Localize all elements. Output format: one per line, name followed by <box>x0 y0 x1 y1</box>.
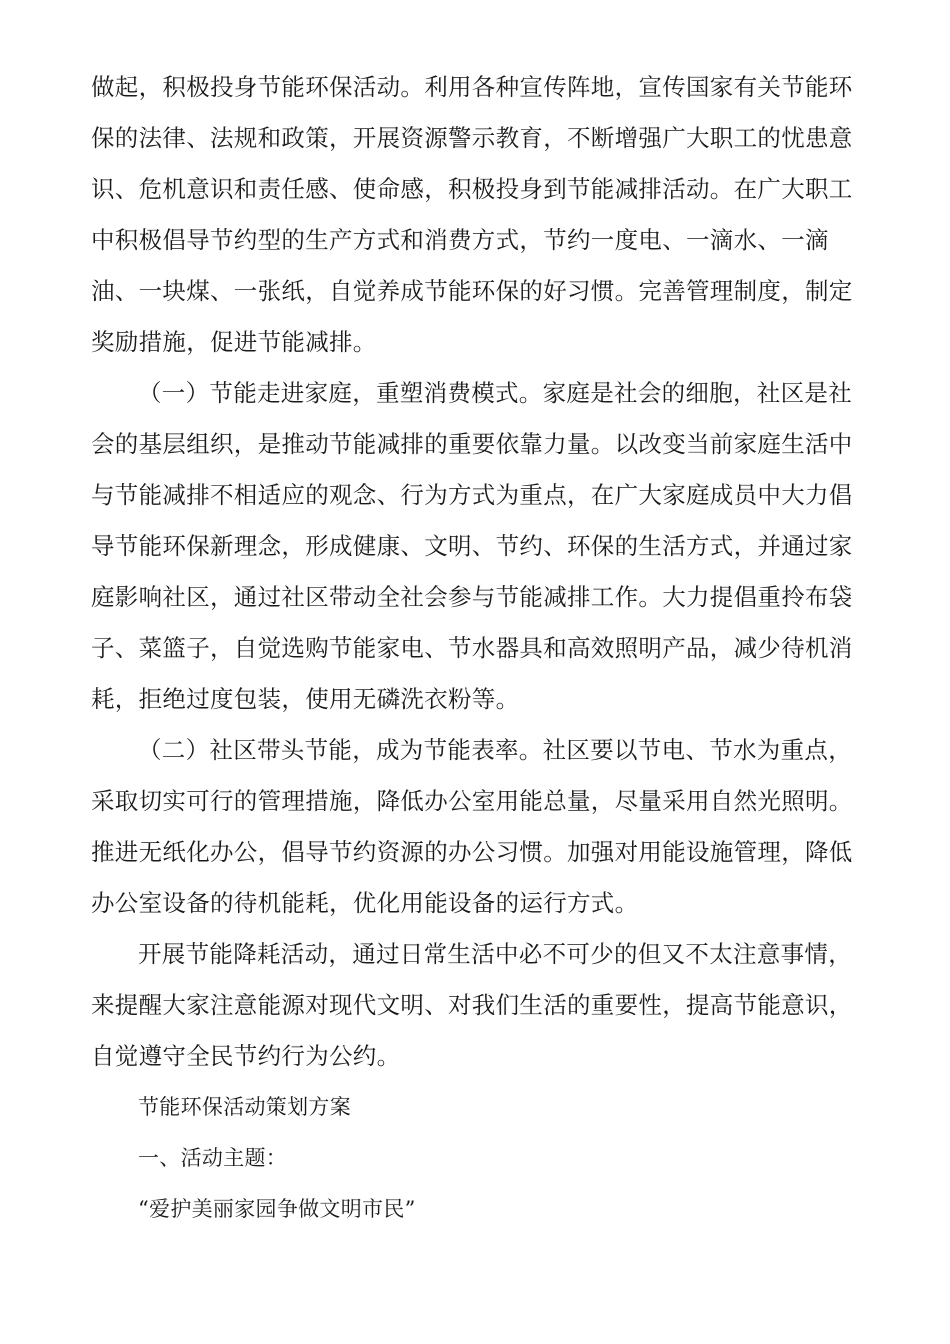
activity-theme-text: “爱护美丽家园争做文明市民” <box>138 1197 416 1221</box>
paragraph-1-line-3: 识、危机意识和责任感、使命感，积极投身到节能减排活动。在广大职工 <box>91 175 853 203</box>
paragraph-2-line-7: 耗，拒绝过度包装，使用无磷洗衣粉等。 <box>91 685 520 713</box>
paragraph-2-line-2: 会的基层组织，是推动节能减排的重要依靠力量。以改变当前家庭生活中 <box>91 430 853 458</box>
paragraph-3-line-1: （二）社区带头节能，成为节能表率。社区要以节电、节水为重点， <box>138 736 852 764</box>
paragraph-3-line-4: 办公室设备的待机能耗，优化用能设备的运行方式。 <box>91 889 639 917</box>
paragraph-1-line-2: 保的法律、法规和政策，开展资源警示教育，不断增强广大职工的忧患意 <box>91 124 853 152</box>
paragraph-2-line-1: （一）节能走进家庭，重塑消费模式。家庭是社会的细胞，社区是社 <box>138 379 852 407</box>
paragraph-1-line-1: 做起，积极投身节能环保活动。利用各种宣传阵地，宣传国家有关节能环 <box>91 73 853 101</box>
paragraph-2-line-3: 与节能减排不相适应的观念、行为方式为重点，在广大家庭成员中大力倡 <box>91 481 853 509</box>
paragraph-1-line-6: 奖励措施，促进节能减排。 <box>91 328 377 356</box>
paragraph-2-line-5: 庭影响社区，通过社区带动全社会参与节能减排工作。大力提倡重拎布袋 <box>91 583 853 611</box>
paragraph-2-line-6: 子、菜篮子，自觉选购节能家电、节水器具和高效照明产品，减少待机消 <box>91 634 853 662</box>
paragraph-3-line-3: 推进无纸化办公，倡导节约资源的办公习惯。加强对用能设施管理，降低 <box>91 838 853 866</box>
paragraph-4-line-2: 来提醒大家注意能源对现代文明、对我们生活的重要性，提高节能意识， <box>91 991 853 1019</box>
paragraph-2-line-4: 导节能环保新理念，形成健康、文明、节约、环保的生活方式，并通过家 <box>91 532 853 560</box>
paragraph-3-line-2: 采取切实可行的管理措施，降低办公室用能总量，尽量采用自然光照明。 <box>91 787 853 815</box>
paragraph-4-line-1: 开展节能降耗活动，通过日常生活中必不可少的但又不太注意事情， <box>138 940 852 968</box>
paragraph-1-line-4: 中积极倡导节约型的生产方式和消费方式，节约一度电、一滴水、一滴 <box>91 226 829 254</box>
section-heading: 节能环保活动策划方案 <box>138 1095 351 1119</box>
subsection-heading: 一、活动主题： <box>138 1146 288 1170</box>
paragraph-4-line-3: 自觉遵守全民节约行为公约。 <box>91 1042 401 1070</box>
paragraph-1-line-5: 油、一块煤、一张纸，自觉养成节能环保的好习惯。完善管理制度，制定 <box>91 277 853 305</box>
